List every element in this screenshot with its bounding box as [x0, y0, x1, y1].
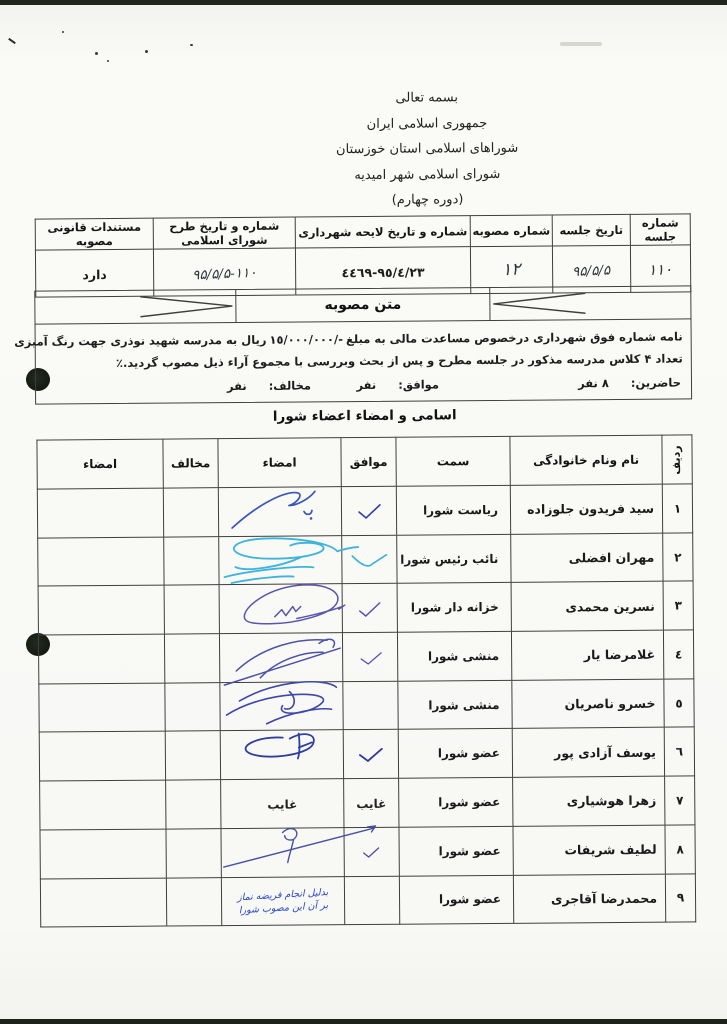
info-header-plan-number-date: شماره و تاریخ طرح شورای اسلامی [153, 217, 295, 249]
signature-cell [219, 535, 342, 585]
row-number: ٦ [664, 727, 694, 776]
row-number: ٤ [663, 630, 693, 679]
oppose-signature-cell [39, 732, 165, 782]
member-name: نسرین محمدی [511, 582, 663, 632]
checkmark-icon [357, 601, 382, 618]
info-header-session-date: تاریخ جلسه [552, 214, 630, 246]
absent-label: غایب [356, 797, 387, 812]
member-row-4 [38, 630, 693, 684]
info-value-session-date: ۹۵/۵/۵ [552, 245, 630, 293]
member-position: عضو شورا [399, 826, 513, 876]
agree-cell [344, 876, 399, 925]
info-header-resolution-number: شماره مصوبه [470, 215, 552, 247]
oppose-signature-cell [38, 585, 164, 635]
row-number: ٢ [663, 533, 693, 582]
member-row-9 [40, 873, 695, 927]
signature-cell [218, 487, 341, 537]
info-table [35, 213, 692, 297]
member-position: عضو شورا [399, 777, 513, 827]
member-name: غلامرضا یار [511, 630, 663, 680]
info-header-legal-docs: مستندات قانونی مصوبه [35, 218, 153, 250]
amount-value: ١٥/٠٠٠/٠٠٠/- [269, 332, 344, 347]
banner-chevron-left-icon [490, 286, 690, 320]
header-row-number: ردیف [662, 435, 692, 484]
letterhead-province-councils: شوراهای اسلامی استان خوزستان [335, 140, 519, 158]
oppose-signature-cell [38, 537, 164, 587]
resolution-box [14, 285, 692, 404]
members-table [36, 434, 696, 927]
oppose-signature-cell [39, 683, 165, 733]
members-table-title: اسامی و امضاء اعضاء شورا [272, 407, 457, 425]
resolution-text [14, 319, 691, 374]
row-number: ٧ [665, 776, 695, 825]
agree-cell [343, 681, 398, 730]
header-name: نام ونام خانوادگی [510, 435, 662, 485]
member-position: نائب رئیس شورا [397, 534, 511, 584]
oppose-cell [164, 585, 219, 634]
member-name: لطیف شریفات [513, 825, 665, 875]
row-number: ٣ [663, 581, 693, 630]
info-value-bill-number-date: ٩٥/٤/٢٣-٤٤٦٩ [295, 247, 470, 295]
row-number: ٩ [665, 873, 695, 922]
signature-cell [221, 876, 344, 926]
row-number: ٨ [665, 825, 695, 874]
agree-cell [342, 584, 397, 633]
info-value-resolution-number: ۱۲ [470, 246, 552, 294]
header-oppose: مخالف [163, 439, 218, 488]
member-position: ریاست شورا [396, 485, 510, 535]
letterhead-city-council: شورای اسلامی شهر امیدیه [354, 166, 501, 183]
member-row-5 [39, 679, 694, 733]
signature-cell [221, 827, 344, 877]
oppose-cell [166, 877, 221, 926]
member-position: منشی شورا [398, 680, 512, 730]
agree-cell [344, 827, 399, 876]
info-value-session-number: ۱۱۰ [630, 245, 690, 292]
member-position: عضو شورا [399, 875, 513, 925]
members-header-row [37, 435, 692, 489]
member-name: سید فریدون جلوزاده [510, 484, 662, 534]
member-row-1 [37, 484, 692, 538]
letterhead-country: جمهوری اسلامی ایران [366, 115, 488, 132]
row-number: ١ [662, 484, 692, 533]
banner-left-segment [35, 290, 235, 324]
resolution-banner [35, 286, 690, 324]
member-name: خسرو ناصریان [512, 679, 664, 729]
checkmark-icon [358, 747, 384, 764]
header-agree: موافق [341, 437, 396, 486]
attendance-present: حاضرین:٨ نفر [578, 375, 682, 391]
resolution-line-2: تعداد ۴ کلاس مدرسه مذکور در جلسه مطرح و پس از بحث وبررسی با مجموع آراء ذیل مصوب گردید.٪ [115, 351, 683, 370]
signature-cell [219, 584, 342, 634]
oppose-signature-cell [40, 780, 166, 830]
member-row-6 [39, 727, 694, 781]
letterhead [227, 84, 628, 215]
info-header-session-number: شماره جلسه [630, 214, 690, 245]
signature-cell [220, 730, 343, 780]
letterhead-term: (دوره چهارم) [391, 192, 464, 208]
oppose-cell [165, 682, 220, 731]
absent-label: غایب [267, 797, 298, 813]
header-signature-2: امضاء [37, 439, 163, 489]
member-row-2 [38, 533, 693, 587]
member-row-7 [40, 776, 695, 830]
oppose-cell [165, 731, 220, 780]
header-signature: امضاء [218, 438, 341, 488]
agree-cell [342, 632, 397, 681]
banner-right-segment [490, 286, 690, 320]
oppose-signature-cell [40, 878, 166, 928]
agree-cell [344, 778, 399, 827]
attendance-agree: موافق:نفر [356, 377, 440, 393]
oppose-cell [166, 780, 221, 829]
checkmark-icon [350, 553, 388, 568]
checkmark-icon [358, 650, 383, 666]
oppose-signature-cell [40, 829, 166, 879]
member-name: زهرا هوشیاری [513, 776, 665, 826]
attendance-oppose: مخالف:نفر [226, 378, 312, 394]
banner-chevron-right-icon [35, 290, 235, 324]
member-position: خزانه دار شورا [397, 583, 511, 633]
member-name: مهران افضلی [511, 533, 663, 583]
member-position: عضو شورا [398, 729, 512, 779]
member-name: محمدرضا آقاجری [513, 874, 665, 924]
checkmark-icon [356, 503, 381, 520]
info-header-bill-number-date: شماره و تاریخ لایحه شهرداری [295, 216, 470, 248]
member-row-3 [38, 581, 693, 635]
letterhead-basmala: بسمه تعالی [395, 90, 459, 106]
agree-cell [342, 535, 397, 584]
checkmark-icon [363, 847, 381, 859]
signature-cell [221, 779, 344, 829]
resolution-line-1: نامه شماره فوق شهرداری درخصوص مساعدت مالی به مبلغ١٥/٠٠٠/٠٠٠/-ریال به مدرسه شهید نوذری جهت رنگ آمیزی [14, 329, 683, 349]
signature-cell [220, 681, 343, 731]
header-position: سمت [396, 436, 510, 486]
member-row-8 [40, 825, 695, 879]
attendance-row [36, 375, 691, 400]
row-number: ٥ [664, 679, 694, 728]
oppose-signature-cell [37, 488, 163, 538]
banner-title: متن مصوبه [235, 288, 490, 322]
oppose-signature-cell [38, 634, 164, 684]
signature-cell [219, 633, 342, 683]
agree-cell [341, 486, 396, 535]
member-name: یوسف آزادی پور [512, 728, 664, 778]
member-position: منشی شورا [397, 631, 511, 681]
oppose-cell [164, 536, 219, 585]
info-value-plan-number-date: ۹۵/۵/۵-۱۱۰ [153, 248, 295, 296]
oppose-cell [163, 488, 218, 537]
oppose-cell [166, 828, 221, 877]
info-value-legal-docs: دارد [35, 249, 153, 297]
oppose-cell [164, 634, 219, 683]
handwritten-note: بدلیل انجام فریضه نماز بر آن این مصوب شورا [236, 886, 329, 916]
agree-cell [343, 730, 398, 779]
